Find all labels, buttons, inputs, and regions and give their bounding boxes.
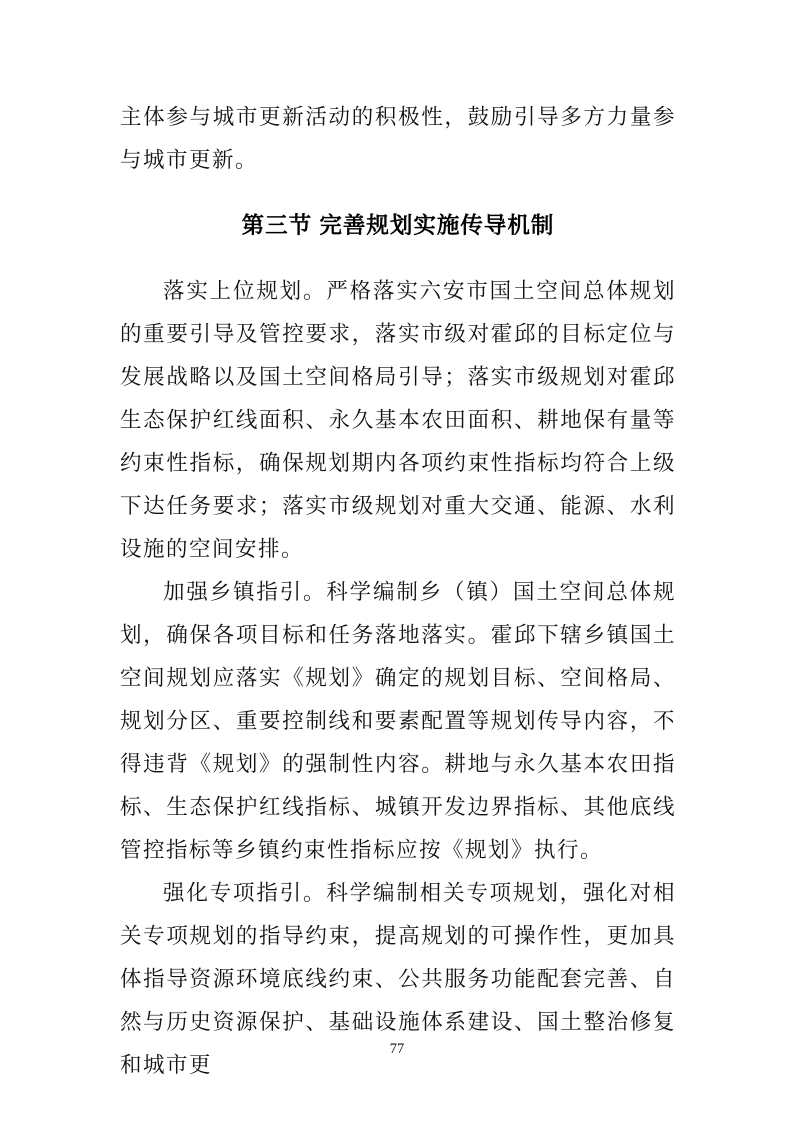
body-paragraph-2: 加强乡镇指引。科学编制乡（镇）国土空间总体规划，确保各项目标和任务落地落实。霍邱下辖乡镇国土空间规划应落实《规划》确定的规划目标、空间格局、规划分区、重要控制线和要素配置等规划传导内容，不得违背《规划》的强制性内容。耕地与永久基本农田指标、生态保护红线指标、城镇开发边界指标、其他底线管控指标等乡镇约束性指标应按《规划》执行。	[120, 580, 676, 862]
body-paragraph-3: 强化专项指引。科学编制相关专项规划，强化对相关专项规划的指导约束，提高规划的可操作性，更加具体指导资源环境底线约束、公共服务功能配套完善、自然与历史资源保护、基础设施体系建设、国土整治修复和城市更	[120, 881, 676, 1077]
page-number: 77	[389, 1041, 405, 1057]
body-paragraph-1: 落实上位规划。严格落实六安市国土空间总体规划的重要引导及管控要求，落实市级对霍邱的目标定位与发展战略以及国土空间格局引导；落实市级规划对霍邱生态保护红线面积、永久基本农田面积、耕地保有量等约束性指标，确保规划期内各项约束性指标均符合上级下达任务要求；落实市级规划对重大交通、能源、水利设施的空间安排。	[120, 279, 676, 561]
section-heading: 第三节 完善规划实施传导机制	[241, 213, 555, 238]
continuation-paragraph: 主体参与城市更新活动的积极性，鼓励引导多方力量参与城市更新。	[120, 105, 676, 172]
